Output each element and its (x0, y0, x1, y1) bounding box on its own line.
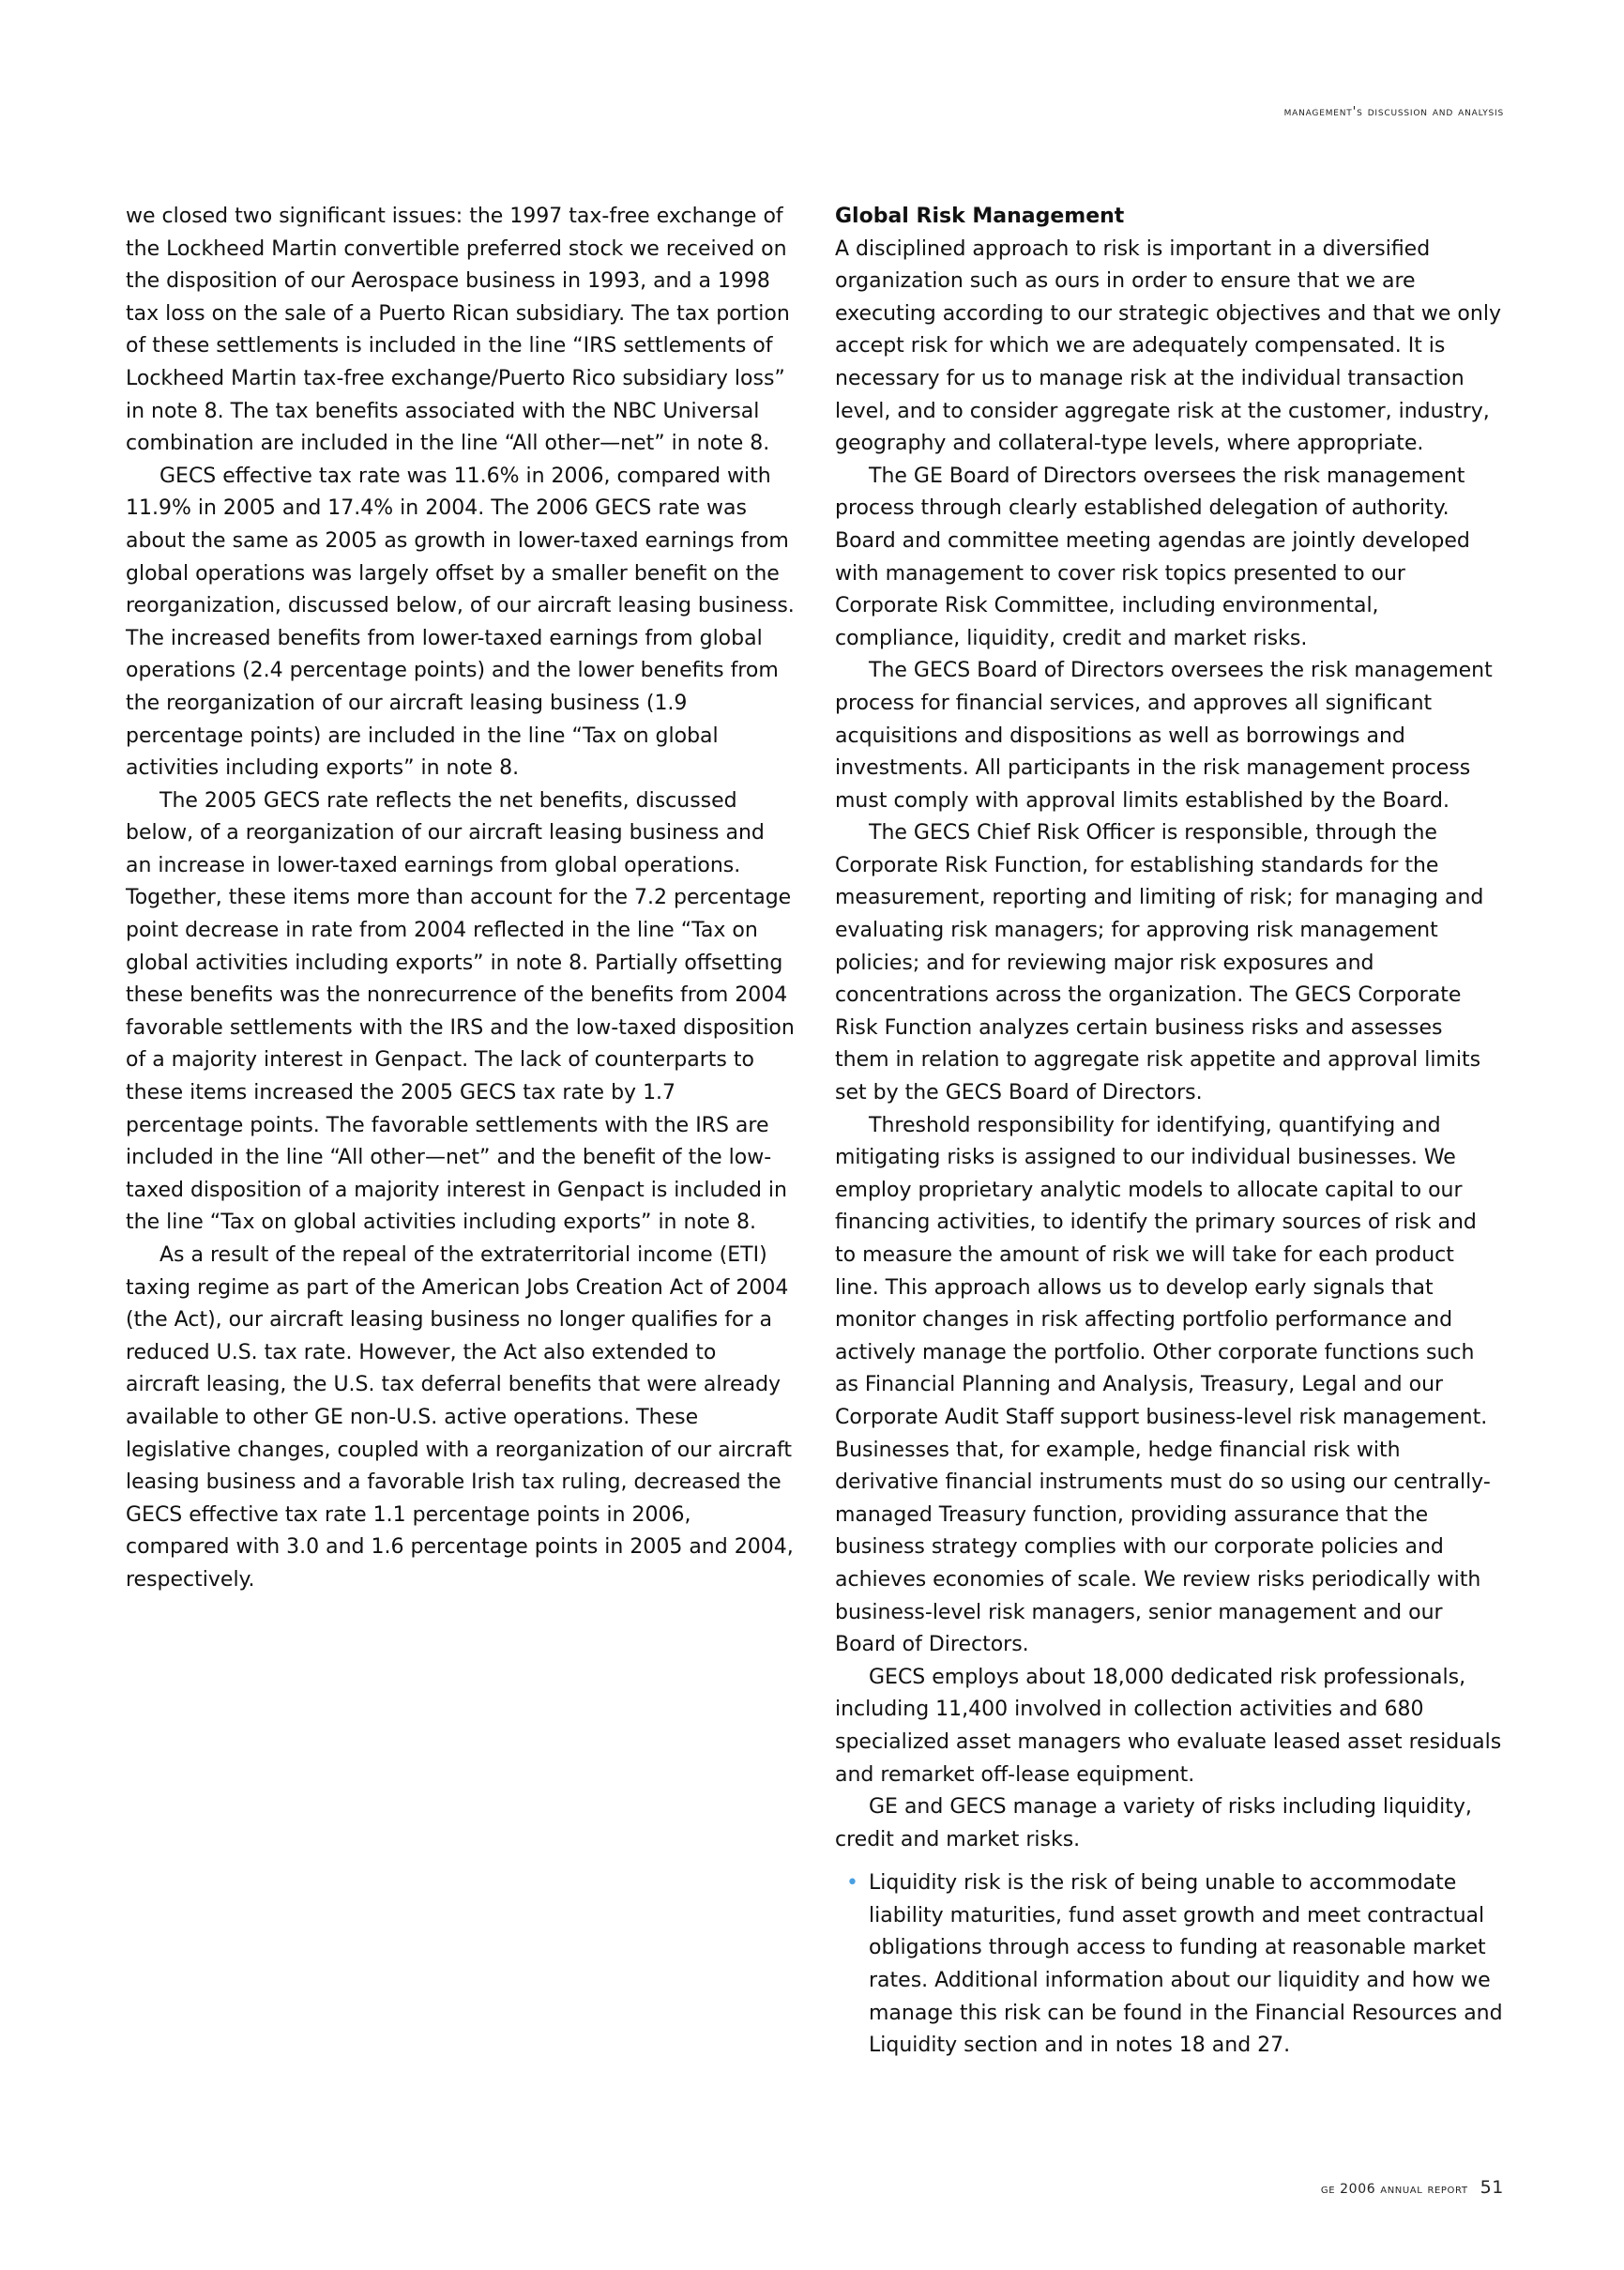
body-paragraph: GECS effective tax rate was 11.6% in 2006, compared with 11.9% in 2005 and 17.4% in 2004. The 2006 GECS rate was about the same as 2005 as growth in lower-taxed earnings from global operations was largely offset by a smaller benefit on the reorganization, discussed below, of our aircraft leasing business. The increased benefits from lower-taxed earnings from global operations (2.4 percentage points) and the lower benefits from the reorganization of our aircraft leasing business (1.9 percentage points) are included in the line “Tax on global activities including exports” in note 8. (126, 464, 795, 781)
page-number: 51 (1480, 2177, 1504, 2198)
body-paragraph: As a result of the repeal of the extraterritorial income (ETI) taxing regime as part of the American Jobs Creation Act of 2004 (the Act), our aircraft leasing business no longer qualifies for a reduced U.S. tax rate. However, the Act also extended to aircraft leasing, the U.S. tax deferral benefits that were already available to other GE non-U.S. active operations. These legislative changes, coupled with a reorganization of our aircraft leasing business and a favorable Irish tax ruling, decreased the GECS effective tax rate 1.1 percentage points in 2006, compared with 3.0 and 1.6 percentage points in 2005 and 2004, respectively. (126, 1243, 794, 1592)
report-title: ge 2006 annual report (1320, 2182, 1468, 2197)
body-paragraph: Threshold responsibility for identifying, quantifying and mitigating risks is assigned to our individual businesses. We employ proprietary analytic models to allocate capital to our financing activities, to identify the primary sources of risk and to measure the amount of risk we will take for each product line. This approach allows us to develop early signals that monitor changes in risk affecting portfolio performance and actively manage the portfolio. Other corporate functions such as Financial Planning and Analysis, Treasury, Legal and our Corporate Audit Staff support business-level risk management. Businesses that, for example, hedge financial risk with derivative financial instruments must do so using our centrally-managed Treasury function, providing assurance that the business strategy complies with our corporate policies and achieves economies of scale. We review risks periodically with business-level risk managers, senior management and our Board of Directors. (835, 1113, 1491, 1657)
right-column (835, 201, 1503, 2063)
body-paragraph: The 2005 GECS rate reflects the net benefits, discussed below, of a reorganization of our aircraft leasing business and an increase in lower-taxed earnings from global operations. Together, these items more than account for the 7.2 percentage point decrease in rate from 2004 reflected in the line “Tax on global activities including exports” in note 8. Partially offsetting these benefits was the nonrecurrence of the benefits from 2004 favorable settlements with the IRS and the low-taxed disposition of a majority interest in Genpact. The lack of counterparts to these items increased the 2005 GECS tax rate by 1.7 percentage points. The favorable settlements with the IRS are included in the line “All other—net” and the benefit of the low-taxed disposition of a majority interest in Genpact is included in the line “Tax on global activities including exports” in note 8. (126, 788, 795, 1235)
running-footer (1321, 2177, 1504, 2198)
bullet-text: Liquidity risk is the risk of being unable to accommodate liability maturities, fund asset growth and meet contractual obligations through access to funding at reasonable market rates. Additional information about our liquidity and how we manage this risk can be found in the Financial Resources and Liquidity section and in notes 18 and 27. (869, 1871, 1503, 2058)
bullet-list (835, 1867, 1503, 2063)
section-heading: Global Risk Management (835, 205, 1125, 228)
body-paragraph: GECS employs about 18,000 dedicated risk professionals, including 11,400 involved in collection activities and 680 specialized asset managers who evaluate leased asset residuals and remarket off-lease equipment. (835, 1665, 1502, 1787)
bullet-item (835, 1867, 1503, 2063)
body-paragraph: The GE Board of Directors oversees the risk management process through clearly established delegation of authority. Board and committee meeting agendas are jointly developed with management to cover risk topics presented to our Corporate Risk Committee, including environmental, compliance, liquidity, credit and market risks. (835, 464, 1470, 650)
body-paragraph: we closed two significant issues: the 1997 tax-free exchange of the Lockheed Martin convertible preferred stock we received on the disposition of our Aerospace business in 1993, and a 1998 tax loss on the sale of a Puerto Rican subsidiary. The tax portion of these settlements is included in the line “IRS settlements of Lockheed Martin tax-free exchange/Puerto Rico subsidiary loss” in note 8. The tax benefits associated with the NBC Universal combination are included in the line “All other—net” in note 8. (126, 205, 790, 456)
body-paragraph: The GECS Chief Risk Officer is responsible, through the Corporate Risk Function, for establishing standards for the measurement, reporting and limiting of risk; for managing and evaluating risk managers; for approving risk management policies; and for reviewing major risk exposures and concentrations across the organization. The GECS Corporate Risk Function analyzes certain business risks and assesses them in relation to aggregate risk appetite and approval limits set by the GECS Board of Directors. (835, 821, 1484, 1105)
body-paragraph: The GECS Board of Directors oversees the risk management process for financial services, and approves all significant acquisitions and dispositions as well as borrowings and investments. All participants in the risk management process must comply with approval limits established by the Board. (835, 659, 1493, 813)
body-paragraph: A disciplined approach to risk is important in a diversified organization such as ours in order to ensure that we are executing according to our strategic objectives and that we only accept risk for which we are adequately compensated. It is necessary for us to manage risk at the individual transaction level, and to consider aggregate risk at the customer, industry, geography and collateral-type levels, where appropriate. (835, 236, 1501, 456)
running-header: management's discussion and analysis (1283, 104, 1504, 119)
bullet-dot-icon: • (846, 1871, 858, 1896)
body-paragraph: GE and GECS manage a variety of risks including liquidity, credit and market risks. (835, 1795, 1472, 1851)
left-column (126, 201, 795, 1597)
